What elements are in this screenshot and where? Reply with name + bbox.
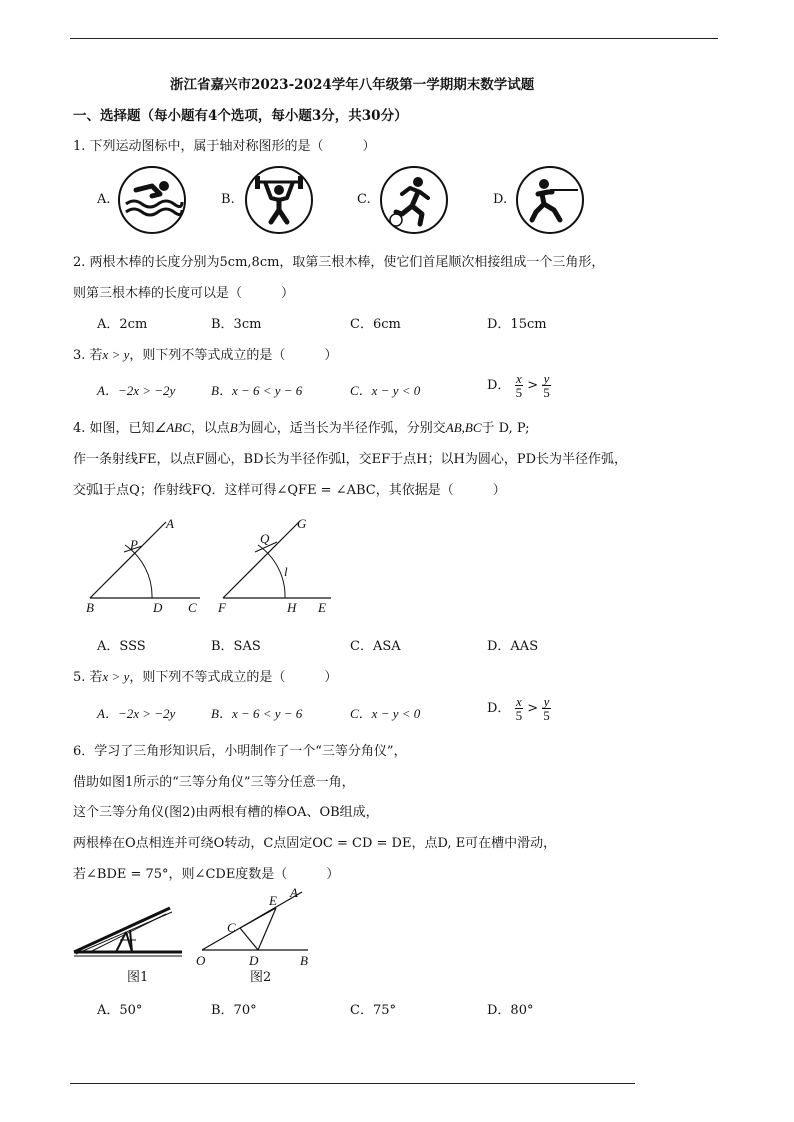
q3-stem-post: ，则下列不等式成立的是（ ）	[129, 348, 338, 363]
page-title: 浙江省嘉兴市2023-2024学年八年级第一学期期末数学试题	[170, 77, 535, 93]
q4-right-label-f: F	[218, 600, 226, 615]
bottom-rule	[70, 1083, 635, 1084]
q6-fig2-label-c: C	[227, 920, 236, 935]
q4-right-label-q: Q	[260, 531, 270, 546]
q5-frac-right-den: 5	[543, 708, 550, 723]
q4-left-label-c: C	[188, 600, 197, 615]
q2-option-d: D．15cm	[487, 317, 547, 332]
q6-fig2-label-b: B	[300, 953, 308, 968]
q6-fig2-label-a: A	[290, 888, 298, 900]
q3-stem-pre: 3. 若	[73, 348, 103, 363]
q1-label-d: D.	[493, 192, 508, 207]
q5-stem	[73, 666, 337, 685]
q4-right-label-g: G	[297, 516, 307, 531]
q6-option-d: D．80°	[487, 1003, 534, 1018]
q4-line1-math: ∠ABC	[154, 420, 191, 435]
q3-stem-math: x > y	[102, 347, 130, 362]
q3-frac-right-num: y	[543, 371, 550, 386]
q3-option-a: A．−2x > −2y	[97, 383, 176, 398]
q6-figure2	[190, 888, 320, 970]
q4-line1	[73, 417, 530, 436]
q2-option-a: A．2cm	[97, 317, 148, 332]
q4-right-label-e: E	[318, 600, 326, 615]
q1-label-b: B.	[221, 192, 235, 207]
q4-left-label-p: P	[130, 537, 138, 552]
q4-left-label-d: D	[153, 600, 163, 615]
q5-frac-left-den: 5	[515, 708, 523, 723]
q6-fig2-label-d: D	[249, 953, 259, 968]
q3-stem	[73, 344, 337, 363]
q4-figure-left	[80, 512, 205, 616]
q5-frac-left	[515, 695, 524, 722]
q3-frac-right-den: 5	[543, 385, 550, 400]
q2-line2: 则第三根木棒的长度可以是（ ）	[73, 286, 295, 301]
fencer-icon	[514, 164, 586, 236]
q3-option-c: C．x − y < 0	[350, 383, 421, 398]
q4-right-label-l: l	[284, 564, 288, 579]
q5-option-a: A．−2x > −2y	[97, 706, 176, 721]
q4-line1-b: B	[229, 420, 238, 435]
q6-fig2-label-e: E	[269, 893, 277, 908]
q1-label-a: A.	[97, 192, 111, 207]
q6-line2: 借助如图1所示的“三等分角仪”三等分任意一角，	[73, 775, 355, 790]
q4-figure-right	[213, 512, 338, 616]
q6-fig1-caption: 图1	[127, 970, 149, 985]
q5-option-b: B．x − 6 < y − 6	[211, 706, 303, 721]
q5-frac-right	[542, 695, 551, 722]
q4-line2: 作一条射线FE，以点F圆心，BD长为半径作弧l，交EF于点H；以H为圆心，PD长为半径作弧，	[73, 452, 628, 467]
q6-option-c: C．75°	[350, 1003, 396, 1018]
q2-option-b: B．3cm	[211, 317, 262, 332]
q6-option-b: B．70°	[211, 1003, 257, 1018]
q2-line1: 2. 两根木棒的长度分别为5cm,8cm，取第三根木棒，使它们首尾顺次相接组成一个三角形，	[73, 255, 605, 270]
q4-option-a: A．SSS	[97, 639, 146, 654]
q4-option-c: C．ASA	[350, 639, 401, 654]
q4-line1-end: 于 D, P;	[481, 421, 530, 436]
top-rule	[70, 38, 718, 39]
q4-line3: 交弧l于点Q；作射线FQ．这样可得∠QFE = ∠ABC，其依据是（ ）	[73, 483, 506, 498]
section-heading: 一、选择题（每小题有4个选项，每小题3分，共30分）	[73, 108, 408, 124]
q4-right-label-h: H	[287, 600, 297, 615]
q4-line1-pre: 4. 如图，已知	[73, 421, 155, 436]
q5-stem-pre: 5. 若	[73, 670, 103, 685]
q3-frac-op: >	[527, 378, 539, 393]
weightlifter-icon	[243, 164, 315, 236]
q5-option-d	[487, 695, 551, 722]
runner-icon	[378, 164, 450, 236]
q4-line1-post: 为圆心，适当长为半径作弧，分别交	[237, 421, 446, 436]
q3-frac-right	[542, 372, 551, 399]
swimmer-icon	[116, 164, 188, 236]
q4-left-label-a: A	[166, 516, 174, 531]
q5-frac-left-num: x	[515, 694, 522, 709]
q3-option-d-label: D．	[487, 378, 511, 393]
q3-frac-left-num: x	[515, 371, 522, 386]
q4-line1-math2: AB,BC	[445, 420, 482, 435]
q5-option-d-label: D．	[487, 701, 511, 716]
q6-figure1	[70, 900, 188, 964]
q6-line5: 若∠BDE = 75°，则∠CDE度数是（ ）	[73, 867, 340, 882]
q6-line3: 这个三等分角仪(图2)由两根有槽的棒OA、OB组成，	[73, 805, 379, 820]
q5-stem-post: ，则下列不等式成立的是（ ）	[129, 670, 338, 685]
q6-fig2-label-o: O	[196, 953, 206, 968]
q4-option-d: D．AAS	[487, 639, 539, 654]
q3-frac-left-den: 5	[515, 385, 523, 400]
q1-label-c: C.	[357, 192, 371, 207]
q3-frac-left	[515, 372, 524, 399]
q5-stem-math: x > y	[102, 669, 130, 684]
q4-line1-mid: ，以点	[190, 421, 230, 436]
q2-option-c: C．6cm	[350, 317, 401, 332]
q4-option-b: B．SAS	[211, 639, 261, 654]
q6-fig2-caption: 图2	[250, 970, 272, 985]
q3-option-d	[487, 372, 551, 399]
q1-stem: 1. 下列运动图标中，属于轴对称图形的是（ ）	[73, 139, 376, 154]
q5-option-c: C．x − y < 0	[350, 706, 421, 721]
q5-frac-op: >	[527, 701, 539, 716]
q5-frac-right-num: y	[543, 694, 550, 709]
q3-option-b: B．x − 6 < y − 6	[211, 383, 303, 398]
q4-left-label-b: B	[86, 600, 94, 615]
q6-line1: 6．学习了三角形知识后，小明制作了一个“三等分角仪”，	[73, 744, 407, 759]
q6-option-a: A．50°	[97, 1003, 143, 1018]
q6-line4: 两根棒在O点相连并可绕O转动，C点固定OC = CD = DE，点D, E可在槽中滑动，	[73, 836, 557, 851]
